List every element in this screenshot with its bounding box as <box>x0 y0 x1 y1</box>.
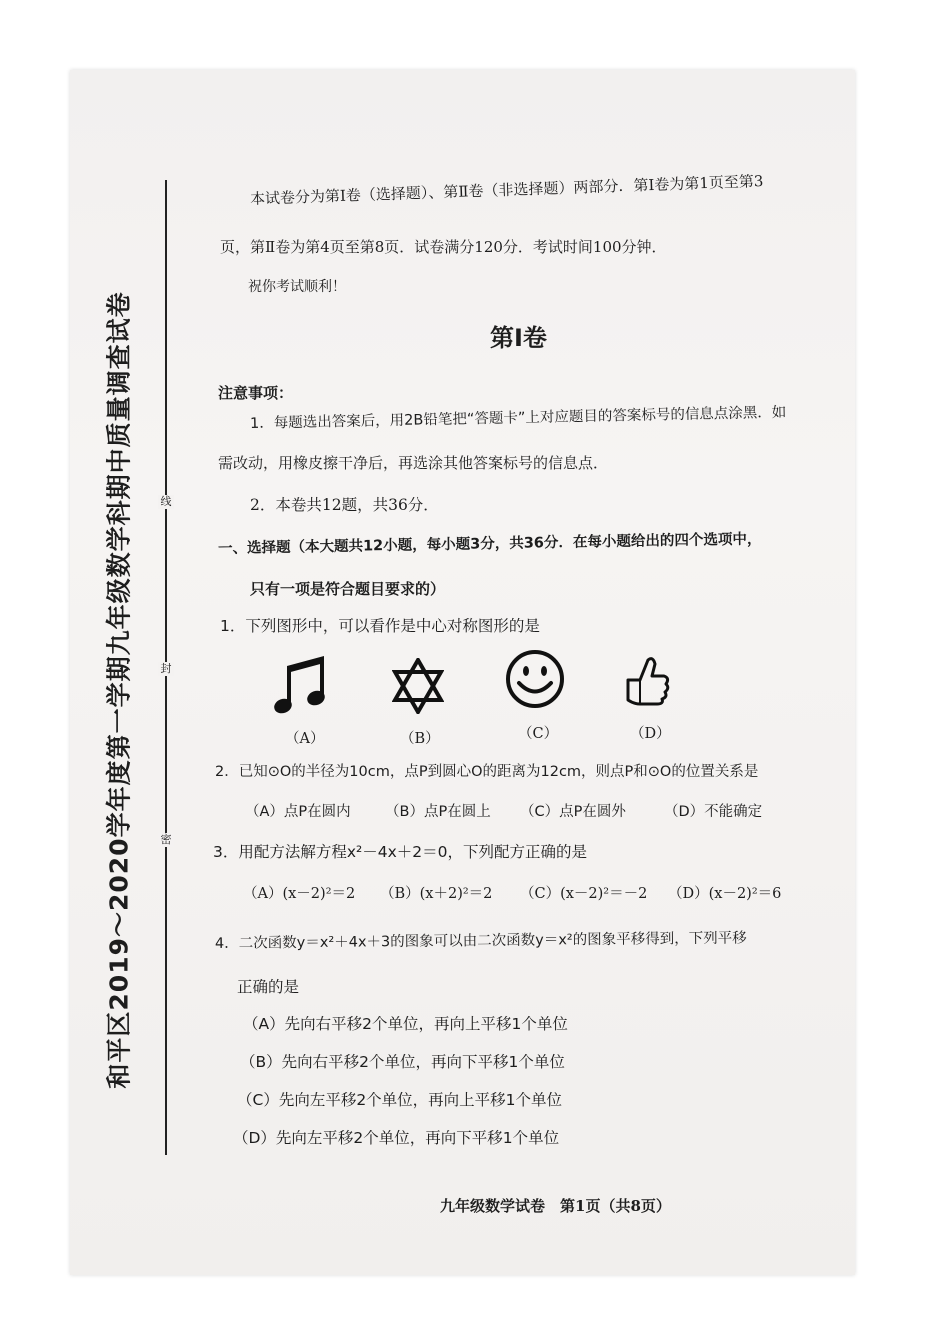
music-note-icon <box>272 654 332 716</box>
q4-option-c: （C）先向左平移2个单位，再向上平移1个单位 <box>237 1091 563 1109</box>
intro-line-2: 页，第Ⅱ卷为第4页至第8页．试卷满分120分．考试时间100分钟． <box>220 238 667 256</box>
notice-item-2: 2．本卷共12题，共36分． <box>250 496 439 514</box>
thumbs-up-icon <box>620 652 672 708</box>
part1-heading-line-2: 只有一项是符合题目要求的） <box>250 580 446 598</box>
q4-option-a: （A）先向右平移2个单位，再向上平移1个单位 <box>243 1015 568 1033</box>
q4-option-b: （B）先向右平移2个单位，再向下平移1个单位 <box>240 1053 565 1071</box>
intro-wish: 祝你考试顺利！ <box>248 279 346 295</box>
q3-option-c: （C）(x－2)²＝－2 <box>520 886 648 902</box>
star-of-david-icon <box>392 658 444 714</box>
smiley-face-icon <box>504 648 566 710</box>
binding-mark-xian: 线 <box>158 495 174 509</box>
q3-option-d: （D）(x－2)²＝6 <box>668 886 782 902</box>
section-title: 第Ⅰ卷 <box>490 324 547 352</box>
notice-item-1-line-1: 1．每题选出答案后，用2B铅笔把“答题卡”上对应题目的答案标号的信息点涂黑．如 <box>249 404 787 432</box>
page-footer: 九年级数学试卷 第1页（共8页） <box>440 1197 671 1215</box>
q3-option-b: （B）(x＋2)²＝2 <box>380 886 493 902</box>
notice-item-1-line-2: 需改动，用橡皮擦干净后，再选涂其他答案标号的信息点． <box>218 454 609 472</box>
q4-option-d: （D）先向左平移2个单位，再向下平移1个单位 <box>233 1129 560 1147</box>
q3-stem: 3．用配方法解方程x²－4x＋2＝0，下列配方正确的是 <box>213 843 588 861</box>
q1-stem: 1．下列图形中，可以看作是中心对称图形的是 <box>220 617 540 635</box>
q1-label-d: （D） <box>630 726 671 742</box>
binding-mark-feng: 封 <box>158 662 174 676</box>
q1-label-b: （B） <box>400 731 440 747</box>
q3-option-a: （A）(x－2)²＝2 <box>243 886 356 902</box>
q2-stem: 2．已知⊙O的半径为10cm，点P到圆心O的距离为12cm，则点P和⊙O的位置关系是 <box>215 764 759 780</box>
q2-option-c: （C）点P在圆外 <box>520 804 626 820</box>
intro-line-1: 本试卷分为第Ⅰ卷（选择题）、第Ⅱ卷（非选择题）两部分．第Ⅰ卷为第1页至第3 <box>249 172 764 208</box>
q2-option-b: （B）点P在圆上 <box>385 804 491 820</box>
q1-label-c: （C） <box>518 726 559 742</box>
q2-option-d: （D）不能确定 <box>664 804 763 820</box>
q1-label-a: （A） <box>285 731 325 747</box>
q4-stem-line-1: 4．二次函数y＝x²＋4x＋3的图象可以由二次函数y＝x²的图象平移得到，下列平移 <box>214 930 747 952</box>
part1-heading-line-1: 一、选择题（本大题共12小题，每小题3分，共36分．在每小题给出的四个选项中， <box>217 531 762 557</box>
q2-option-a: （A）点P在圆内 <box>245 804 351 820</box>
notice-title: 注意事项： <box>218 384 294 402</box>
side-exam-title: 和平区2019～2020学年度第一学期九年级数学科期中质量调查试卷 <box>105 291 135 1089</box>
binding-mark-mi: 密 <box>158 833 174 847</box>
q4-stem-line-2: 正确的是 <box>237 978 300 996</box>
